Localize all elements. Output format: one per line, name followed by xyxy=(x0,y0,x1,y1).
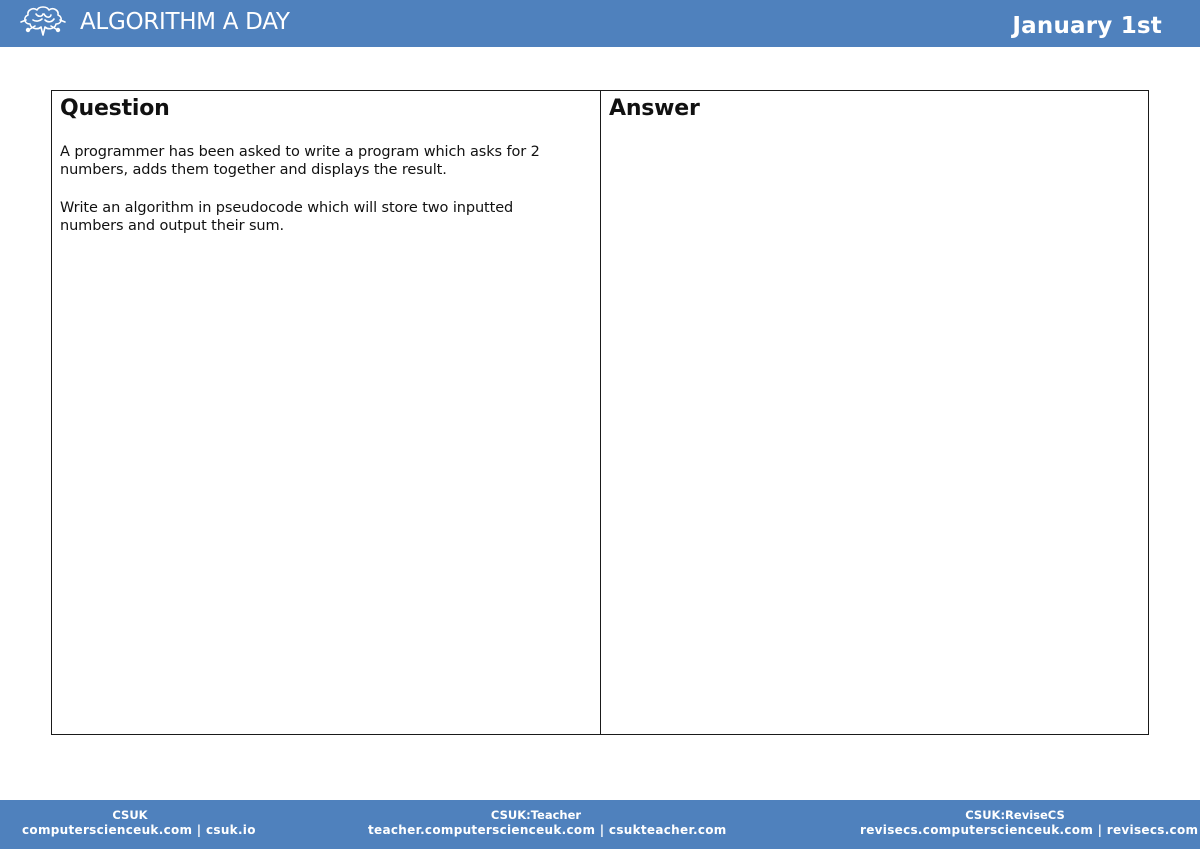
question-panel xyxy=(52,91,601,734)
page-title: ALGORITHM A DAY xyxy=(80,9,290,35)
brain-icon xyxy=(18,2,68,42)
footer-csuk-teacher xyxy=(368,808,727,838)
footer-links[interactable]: computerscienceuk.com | csuk.io xyxy=(22,823,256,837)
question-text xyxy=(60,143,580,235)
footer-brand-name: CSUK xyxy=(112,808,148,822)
question-paragraph: A programmer has been asked to write a program which asks for 2 numbers, adds them together and displays the result. xyxy=(60,144,540,178)
footer-csuk-revisecs xyxy=(860,808,1199,838)
footer-csuk xyxy=(22,808,256,838)
header-bar xyxy=(0,0,1200,47)
footer-brand-name: CSUK:ReviseCS xyxy=(965,808,1065,822)
answer-panel[interactable] xyxy=(601,91,1148,734)
footer-brand-name: CSUK:Teacher xyxy=(490,808,582,822)
answer-heading: Answer xyxy=(609,96,700,121)
footer-bar xyxy=(0,800,1200,849)
footer-links[interactable]: teacher.computerscienceuk.com | csukteacher.com xyxy=(368,823,727,837)
question-paragraph: Write an algorithm in pseudocode which will store two inputted numbers and output their sum. xyxy=(60,200,514,234)
footer-links[interactable]: revisecs.computerscienceuk.com | revisecs.com xyxy=(860,823,1199,837)
date-label: January 1st xyxy=(1012,13,1162,39)
question-answer-table xyxy=(51,90,1149,735)
question-heading: Question xyxy=(60,96,170,121)
